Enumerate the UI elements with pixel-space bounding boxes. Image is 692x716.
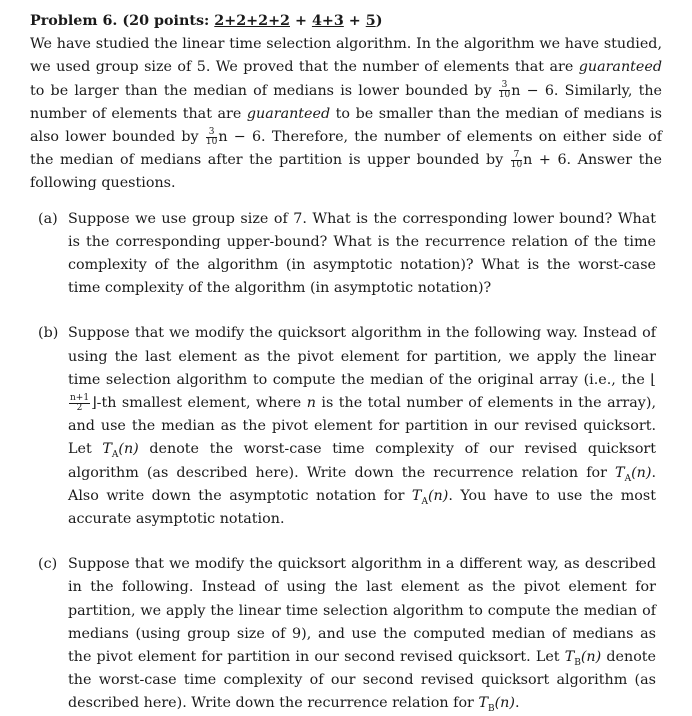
fraction: $\frac{3}{10}$: [205, 126, 218, 147]
question-label: (b): [38, 325, 59, 342]
question-a: [30, 208, 662, 301]
question-c: (c) Suppose that we modify the quicksort algorithm in a different way, as described in the following. Instead of using the last element as the pivot element for partition, we apply the linear time selection algorithm to compute the median of medians (using group size of 9), and use the computed median of medians as the pivot element for partition in our second revised quicksort. Let $T_B(n)$ denote the worst-case time complexity of our second revised quicksort algorithm (as described here). Write down the recurrence relation for $T_B(n)$.: [30, 553, 662, 715]
points-group-b: 4+3: [311, 13, 344, 29]
question-text: Suppose we use group size of 7. What is the corresponding lower bound? What is the corresponding upper-bound? What is the recurrence relation of the time complexity of the algorithm (in asymptotic notation)? What is the worst-case time complexity of the algorithm (in asymptotic notation)?: [68, 210, 656, 297]
points-group-c: 5: [365, 13, 376, 29]
fraction: $\frac{7}{10}$: [510, 149, 523, 170]
points-group-a: 2+2+2+2: [214, 13, 290, 29]
question-label: (a): [38, 210, 58, 227]
problem-intro: Problem 6. (20 points: 2+2+2+2 + 4+3 + 5) We have studied the linear time selection algorithm. In the algorithm we have studied, we used group size of 5. We proved that the number of elements that are guaranteed to be larger than the median of medians is lower bounded by $\frac{3}{10}$ n − 6. Similarly, the number of elements that are guaranteed to be smaller than the median of medians is also lower bounded by $\frac{3}{10}$ n − 6. Therefore, the number of elements on either side of the median of medians after the partition is upper bounded by $\frac{7}{10}$ n + 6. Answer the following questions.: [30, 13, 662, 192]
question-label: (c): [38, 556, 58, 573]
fraction: $\frac{3}{10}$: [498, 80, 511, 101]
fraction: $\frac{n+1}{2}$: [70, 392, 90, 413]
emphasis-guaranteed: guaranteed: [578, 59, 662, 76]
question-b: (b) Suppose that we modify the quicksort algorithm in the following way. Instead of using the last element as the pivot element for partition, we apply the linear time selection algorithm to compute the median of the original array (i.e., the ⌊ $\frac{n+1}{2}$ ⌋-th smallest element, where n is the total number of elements in the array), and use the median as the pivot element for partition in our revised quicksort. Let $T_A(n)$ denote the worst-case time complexity of our revised quicksort algorithm (as described here). Write down the recurrence relation for $T_A(n)$. Also write down the asymptotic notation for $T_A(n)$. You have to use the most accurate asymptotic notation.: [30, 322, 662, 531]
problem-heading: Problem 6. (20 points: 2+2+2+2 + 4+3 + 5): [30, 13, 383, 29]
question-list: [30, 208, 662, 716]
emphasis-guaranteed: guaranteed: [246, 105, 331, 122]
